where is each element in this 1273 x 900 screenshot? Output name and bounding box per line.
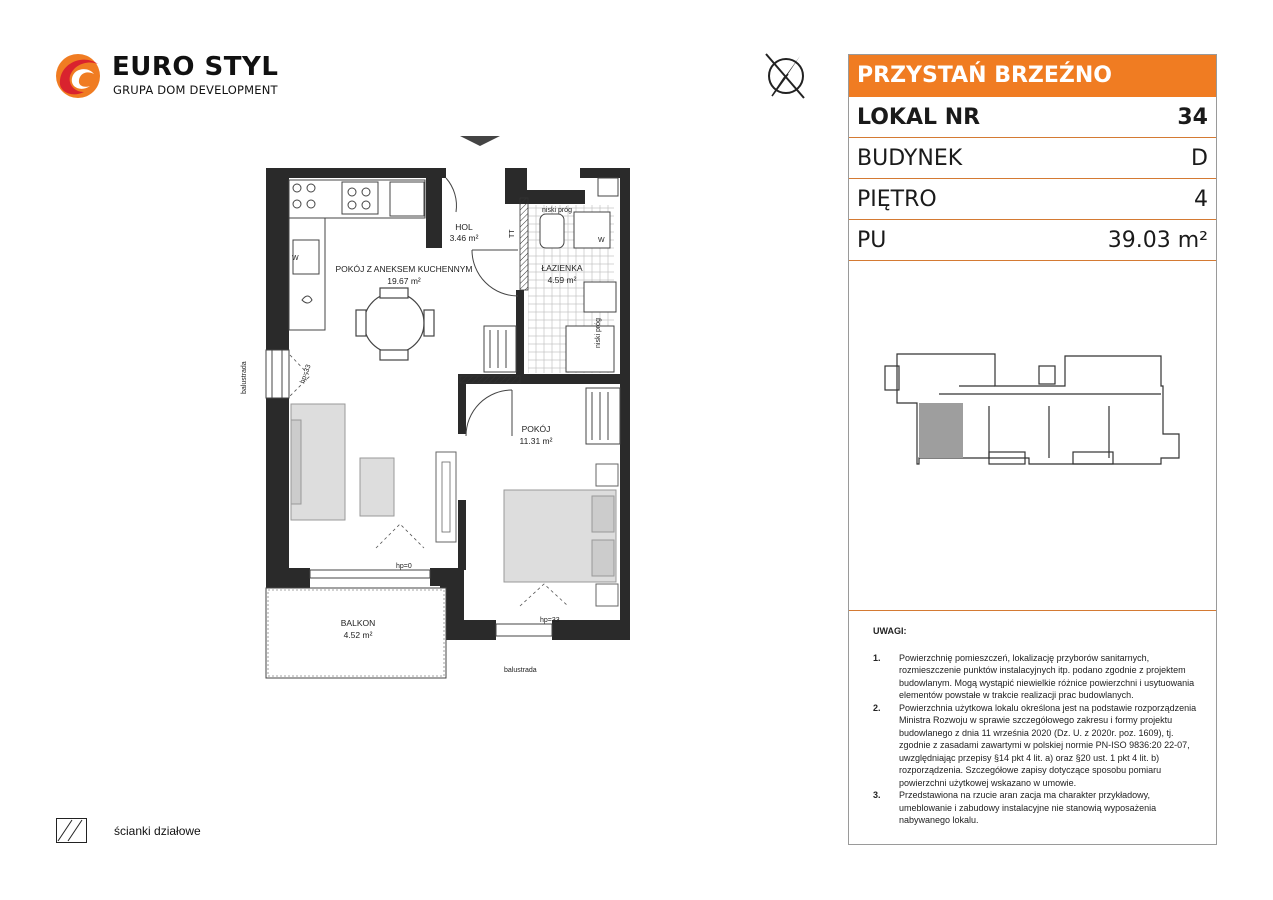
notes-section <box>849 611 1216 827</box>
label-balustrada-bottom: balustrada <box>504 667 537 674</box>
label-w-kitchen: W <box>292 255 299 262</box>
entrance-marker <box>460 136 500 146</box>
info-row-pietro <box>849 179 1216 220</box>
flame-logo-icon <box>54 50 106 102</box>
note-number: 2. <box>873 702 881 713</box>
note-number: 3. <box>873 790 881 800</box>
info-value: 39.03 m² <box>1107 227 1208 253</box>
bed <box>504 464 618 606</box>
room-area-bathroom: 4.59 m² <box>547 275 577 285</box>
room-area-hol: 3.46 m² <box>449 233 479 243</box>
note-item <box>873 652 1202 702</box>
info-label: BUDYNEK <box>857 145 963 171</box>
info-panel <box>848 54 1217 845</box>
label-niski-prog-1: niski próg <box>542 207 572 214</box>
legend-label: ścianki działowe <box>114 824 201 838</box>
label-hp-bedroom: hp=33 <box>540 617 560 624</box>
room-name-living: POKÓJ Z ANEKSEM KUCHENNYM <box>335 264 473 274</box>
room-area-living: 19.67 m² <box>387 276 421 286</box>
note-text: Przedstawiona na rzucie aran zacja ma charakter przykładowy, umeblowanie i zabudowy instalacyjne nie stanowią wyposażenia nabywanego lokalu. <box>899 790 1157 825</box>
building-key-plan <box>849 258 1216 611</box>
room-name-hol: HOL <box>455 222 473 232</box>
door-swings <box>446 178 518 436</box>
room-area-balcony: 4.52 m² <box>343 630 373 640</box>
dining-table <box>356 288 434 360</box>
euro-styl-logo <box>54 50 284 102</box>
label-niski-prog-2: niski próg <box>595 318 602 348</box>
label-tt: TT <box>509 229 516 238</box>
info-value: 4 <box>1194 186 1208 212</box>
room-name-bathroom: ŁAZIENKA <box>541 263 583 273</box>
info-row-lokal <box>849 97 1216 138</box>
info-row-budynek <box>849 138 1216 179</box>
info-label: PU <box>857 227 887 253</box>
info-label: LOKAL NR <box>857 104 981 130</box>
sofa <box>291 404 394 520</box>
label-hp-balcony: hp=0 <box>396 563 412 570</box>
highlighted-unit <box>919 403 963 458</box>
wardrobe-bedroom <box>586 388 620 444</box>
room-name-balcony: BALKON <box>340 618 376 628</box>
info-value: 34 <box>1177 104 1208 130</box>
label-w-bathroom: W <box>598 237 605 244</box>
floor-plan <box>220 125 640 685</box>
key-plan-drawing <box>849 258 1216 610</box>
note-item <box>873 789 1202 827</box>
room-area-bedroom: 11.31 m² <box>519 436 553 446</box>
note-number: 1. <box>873 652 881 663</box>
partition-legend-swatch <box>56 818 87 843</box>
note-item <box>873 702 1202 790</box>
info-value: D <box>1191 145 1208 171</box>
room-name-bedroom: POKÓJ <box>521 424 551 434</box>
brand-subtitle: GRUPA DOM DEVELOPMENT <box>113 83 278 97</box>
label-balustrada-left: balustrada <box>241 361 248 394</box>
info-label: PIĘTRO <box>857 186 937 212</box>
brand-name: EURO STYL <box>112 52 279 82</box>
north-compass-icon <box>760 50 812 102</box>
project-title: PRZYSTAŃ BRZEŹNO <box>849 55 1216 97</box>
notes-header: UWAGI: <box>873 626 907 636</box>
info-row-pu <box>849 220 1216 261</box>
label-hp-left: hp=33 <box>299 363 313 385</box>
wardrobe-hall <box>484 326 516 372</box>
note-text: Powierzchnię pomieszczeń, lokalizację przyborów sanitarnych, rozmieszczenie punktów instalacyjnych itp. podano zgodnie z projektem budowlanym. Mogą wystąpić niewielkie różnice powierzchni i usytuowania elementów powstałe w trakcie realizacji prac budowlanych. <box>899 652 1195 700</box>
note-text: Powierzchnia użytkowa lokalu określona jest na podstawie rozporządzenia Ministra Rozwoju w sprawie szczegółowego zakresu i formy projektu budowlanego z dnia 11 września 2020 (Dz. U. z 2020r. poz. 1609), tj. zgodnie z zasadami zawartymi w polskiej normie PN-ISO 9836:20 22-07, uwzględniając przepisy §14 pkt 4 lit. a) oraz §20 ust. 1 pkt 4 lit. b) rozporządzenia. Szczegółowe zapisy dotyczące sposobu pomiaru powierzchni użytkowej wskazano w umowie. <box>899 702 1197 788</box>
